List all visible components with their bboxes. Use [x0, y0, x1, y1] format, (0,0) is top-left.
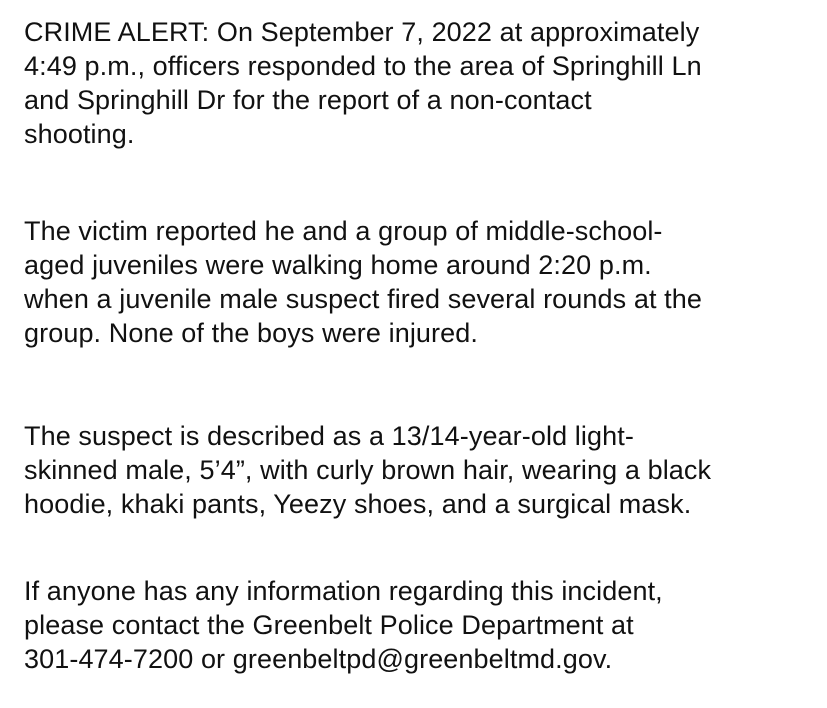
text-line: The victim reported he and a group of middle-school- [24, 216, 663, 246]
text-line: skinned male, 5’4”, with curly brown hair, wearing a black [24, 455, 712, 485]
text-line: If anyone has any information regarding this incident, [24, 576, 663, 606]
text-line: 4:49 p.m., officers responded to the area of Springhill Ln [24, 51, 702, 81]
text-line: 301-474-7200 or greenbeltpd@greenbeltmd.gov. [24, 644, 613, 674]
text-line: aged juveniles were walking home around 2:20 p.m. [24, 250, 652, 280]
text-line: and Springhill Dr for the report of a non-contact [24, 85, 592, 115]
text-line: when a juvenile male suspect fired several rounds at the [24, 284, 702, 314]
text-line: The suspect is described as a 13/14-year-old light- [24, 421, 634, 451]
text-line: group. None of the boys were injured. [24, 318, 478, 348]
text-line: CRIME ALERT: On September 7, 2022 at approximately [24, 17, 700, 47]
contact-paragraph [24, 574, 814, 676]
text-line: hoodie, khaki pants, Yeezy shoes, and a surgical mask. [24, 489, 692, 519]
text-line: shooting. [24, 119, 135, 149]
text-line: please contact the Greenbelt Police Department at [24, 610, 634, 640]
victim-paragraph [24, 214, 814, 350]
suspect-description-paragraph [24, 419, 814, 521]
incident-paragraph [24, 15, 814, 151]
